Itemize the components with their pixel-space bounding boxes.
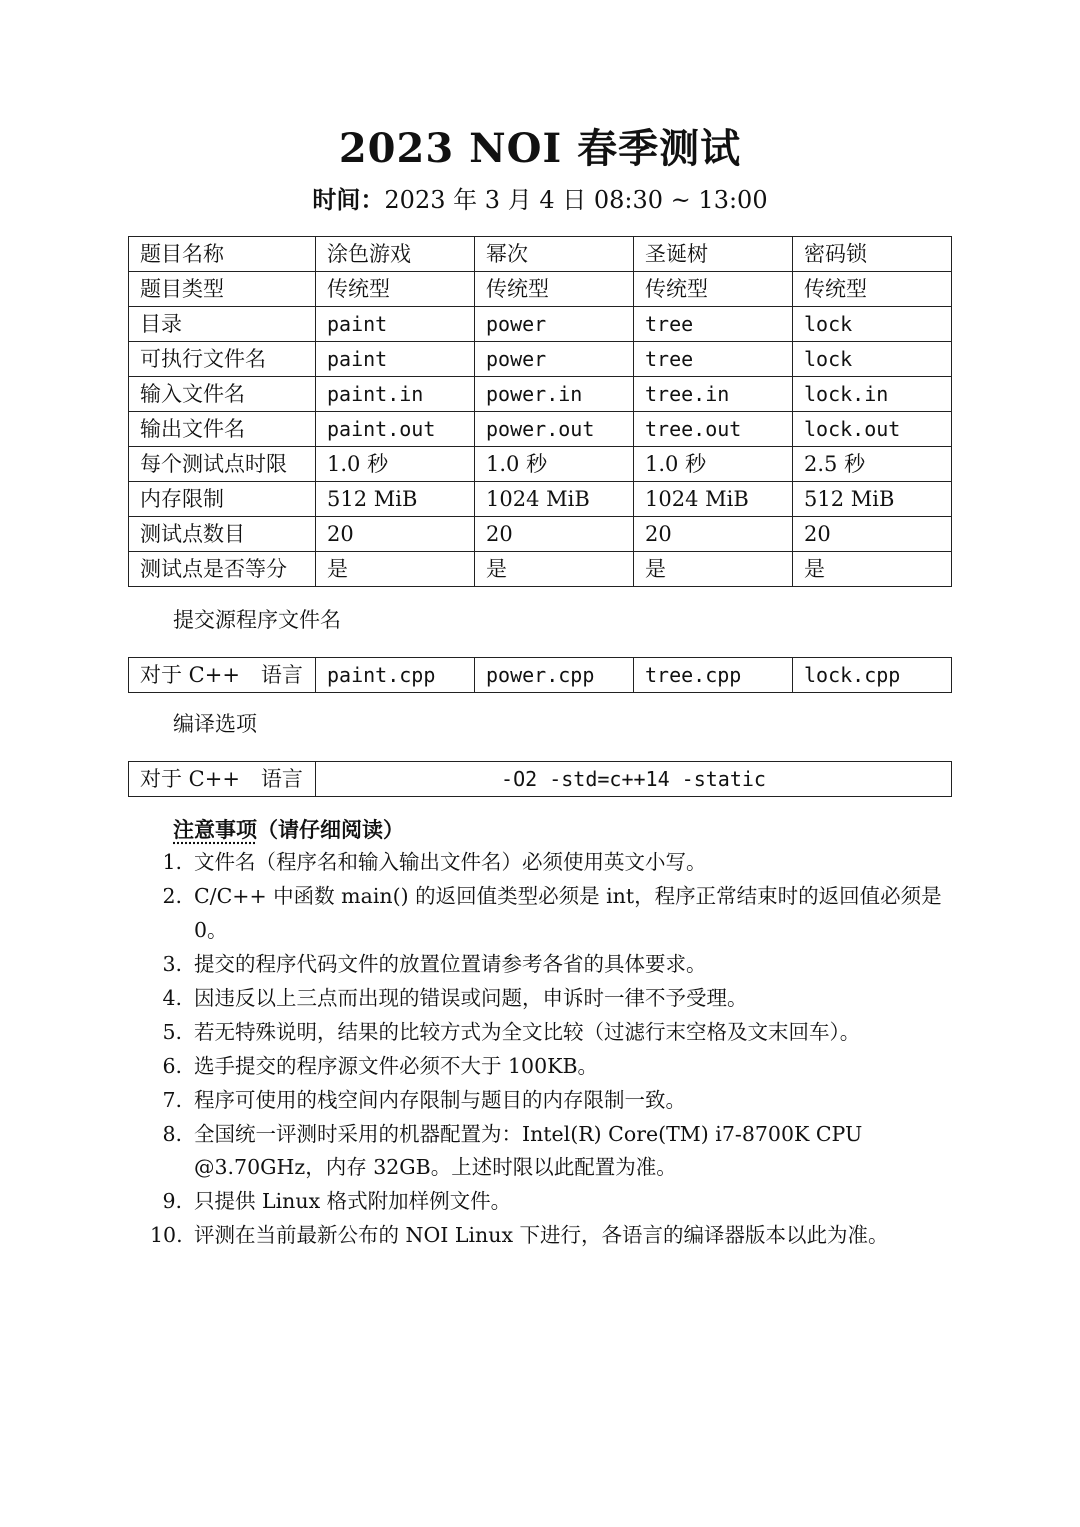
table-cell: 幂次 xyxy=(475,237,634,272)
list-item xyxy=(150,1118,960,1185)
problem-info-table xyxy=(128,236,952,587)
submit-file-lock: lock.cpp xyxy=(793,658,952,693)
submit-section-label: 提交源程序文件名 xyxy=(173,608,341,632)
list-item-number: 3. xyxy=(162,951,182,976)
table-cell: 涂色游戏 xyxy=(316,237,475,272)
table-cell: tree.in xyxy=(634,377,793,412)
table-cell: 传统型 xyxy=(634,272,793,307)
table-cell: 20 xyxy=(793,517,952,552)
notes-heading-main: 注意事项 xyxy=(173,818,257,842)
notes-heading-sub: （请仔细阅读） xyxy=(257,818,404,842)
table-cell: paint.out xyxy=(316,412,475,447)
table-cell: paint xyxy=(316,307,475,342)
row-header: 内存限制 xyxy=(129,482,316,517)
compile-section-label: 编译选项 xyxy=(173,712,257,736)
table-row xyxy=(129,517,952,552)
notes-heading xyxy=(173,814,404,846)
list-item-number: 5. xyxy=(162,1019,182,1044)
list-item xyxy=(150,846,960,880)
table-cell: 是 xyxy=(793,552,952,587)
notes-list xyxy=(150,846,960,1253)
submit-file-table xyxy=(128,657,952,693)
list-item xyxy=(150,1185,960,1219)
table-cell: 1.0 秒 xyxy=(634,447,793,482)
table-cell: 512 MiB xyxy=(793,482,952,517)
list-item-number: 1. xyxy=(162,850,182,874)
table-cell: lock xyxy=(793,342,952,377)
table-cell: 1024 MiB xyxy=(634,482,793,517)
table-cell: 512 MiB xyxy=(316,482,475,517)
list-item-text: 程序可使用的栈空间内存限制与题目的内存限制一致。 xyxy=(194,1087,686,1112)
list-item xyxy=(150,1016,960,1050)
list-item xyxy=(150,982,960,1016)
exam-time xyxy=(0,180,1080,220)
table-cell: paint xyxy=(316,342,475,377)
table-cell: tree xyxy=(634,342,793,377)
table-cell: tree xyxy=(634,307,793,342)
list-item-number: 2. xyxy=(162,884,182,908)
list-item-text: 只提供 Linux 格式附加样例文件。 xyxy=(194,1189,512,1213)
list-item xyxy=(150,880,960,947)
table-row xyxy=(129,272,952,307)
time-range: 08:30 ~ 13:00 xyxy=(593,186,768,214)
table-cell: tree.out xyxy=(634,412,793,447)
list-item-number: 7. xyxy=(162,1087,182,1112)
row-header: 对于 C++ 语言 xyxy=(129,762,316,797)
page-title: 2023 NOI 春季测试 xyxy=(338,125,742,172)
list-item-text: 选手提交的程序源文件必须不大于 100KB。 xyxy=(194,1053,599,1078)
table-cell: 密码锁 xyxy=(793,237,952,272)
table-cell: 20 xyxy=(316,517,475,552)
table-row xyxy=(129,377,952,412)
row-header: 每个测试点时限 xyxy=(129,447,316,482)
compile-options-table xyxy=(128,761,952,797)
table-row xyxy=(129,552,952,587)
table-cell: power.out xyxy=(475,412,634,447)
list-item-number: 8. xyxy=(162,1121,182,1146)
table-cell: 传统型 xyxy=(793,272,952,307)
list-item-text: C/C++ 中函数 main() 的返回值类型必须是 int，程序正常结束时的返回值必须是 0。 xyxy=(194,884,942,942)
table-cell: power xyxy=(475,342,634,377)
row-header: 测试点是否等分 xyxy=(129,552,316,587)
list-item xyxy=(150,1219,960,1253)
table-row xyxy=(129,342,952,377)
list-item-number: 4. xyxy=(162,985,182,1010)
table-row xyxy=(129,482,952,517)
table-cell: 1.0 秒 xyxy=(316,447,475,482)
table-row xyxy=(129,447,952,482)
list-item xyxy=(150,948,960,982)
list-item-text: 评测在当前最新公布的 NOI Linux 下进行，各语言的编译器版本以此为准。 xyxy=(194,1223,889,1247)
time-month-unit: 月 xyxy=(507,186,532,214)
table-cell: 1024 MiB xyxy=(475,482,634,517)
table-cell: 圣诞树 xyxy=(634,237,793,272)
list-item-number: 9. xyxy=(162,1189,182,1213)
time-label: 时间： xyxy=(312,186,385,214)
row-header: 可执行文件名 xyxy=(129,342,316,377)
row-header: 题目类型 xyxy=(129,272,316,307)
table-row xyxy=(129,762,952,797)
table-cell: 2.5 秒 xyxy=(793,447,952,482)
list-item-text: 提交的程序代码文件的放置位置请参考各省的具体要求。 xyxy=(194,951,707,976)
list-item xyxy=(150,1084,960,1118)
row-header: 测试点数目 xyxy=(129,517,316,552)
list-item-text: 全国统一评测时采用的机器配置为：Intel(R) Core(TM) i7-8700K CPU @3.70GHz，内存 32GB。上述时限以此配置为准。 xyxy=(194,1121,863,1179)
time-year: 2023 xyxy=(384,186,446,214)
table-cell: 传统型 xyxy=(475,272,634,307)
row-header: 对于 C++ 语言 xyxy=(129,658,316,693)
time-day: 4 xyxy=(539,186,555,214)
table-row xyxy=(129,412,952,447)
submit-file-paint: paint.cpp xyxy=(316,658,475,693)
list-item-text: 文件名（程序名和输入输出文件名）必须使用英文小写。 xyxy=(194,850,707,874)
row-header: 输入文件名 xyxy=(129,377,316,412)
table-row xyxy=(129,237,952,272)
table-cell: power xyxy=(475,307,634,342)
compile-options: -O2 -std=c++14 -static xyxy=(316,762,952,797)
table-cell: 1.0 秒 xyxy=(475,447,634,482)
list-item-text: 若无特殊说明，结果的比较方式为全文比较（过滤行末空格及文末回车）。 xyxy=(194,1019,861,1044)
table-cell: lock.in xyxy=(793,377,952,412)
time-day-unit: 日 xyxy=(562,186,587,214)
table-cell: 是 xyxy=(634,552,793,587)
row-header: 题目名称 xyxy=(129,237,316,272)
row-header: 输出文件名 xyxy=(129,412,316,447)
time-month: 3 xyxy=(484,186,501,214)
submit-file-tree: tree.cpp xyxy=(634,658,793,693)
table-cell: lock xyxy=(793,307,952,342)
table-cell: 20 xyxy=(634,517,793,552)
table-cell: 传统型 xyxy=(316,272,475,307)
table-cell: paint.in xyxy=(316,377,475,412)
table-row xyxy=(129,658,952,693)
submit-file-power: power.cpp xyxy=(475,658,634,693)
list-item-number: 6. xyxy=(162,1053,182,1078)
table-cell: lock.out xyxy=(793,412,952,447)
table-cell: 20 xyxy=(475,517,634,552)
table-row xyxy=(129,307,952,342)
row-header: 目录 xyxy=(129,307,316,342)
time-year-unit: 年 xyxy=(453,186,478,214)
table-cell: 是 xyxy=(316,552,475,587)
table-cell: 是 xyxy=(475,552,634,587)
list-item-number: 10. xyxy=(150,1223,183,1247)
list-item xyxy=(150,1050,960,1084)
table-cell: power.in xyxy=(475,377,634,412)
list-item-text: 因违反以上三点而出现的错误或问题，申诉时一律不予受理。 xyxy=(194,985,748,1010)
